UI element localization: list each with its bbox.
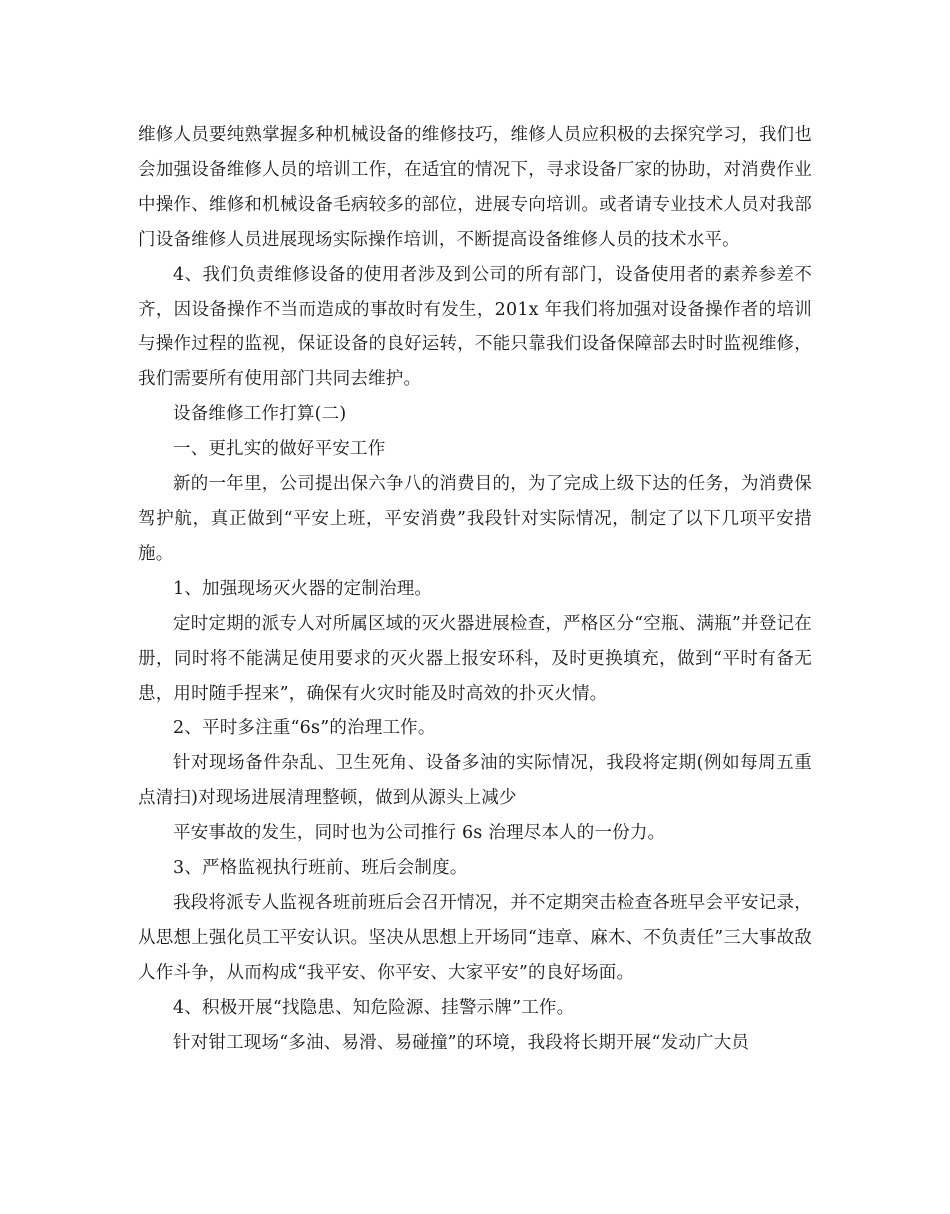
paragraph-2: 4、我们负责维修设备的使用者涉及到公司的所有部门，设备使用者的素养参差不齐，因设备操作不当而造成的事故时有发生，201x 年我们将加强对设备操作者的培训与操作过程的监视，保证设备的良好运转，不能只靠我们设备保障部去时时监视维修，我们需要所有使用部门共同去维护。 (138, 264, 812, 390)
paragraph-1: 维修人员要纯熟掌握多种机械设备的维修技巧，维修人员应积极的去探究学习，我们也会加强设备维修人员的培训工作，在适宜的情况下，寻求设备厂家的协助，对消费作业中操作、维修和机械设备毛病较多的部位，进展专向培训。或者请专业技术人员对我部门设备维修人员进展现场实际操作培训，不断提高设备维修人员的技术水平。 (138, 125, 812, 250)
item-heading-2: 2、平时多注重“6s”的治理工作。 (173, 718, 436, 739)
paragraph-3: 新的一年里，公司提出保六争八的消费目的，为了完成上级下达的任务，为消费保驾护航，真正做到“平安上班，平安消费”我段针对实际情况，制定了以下几项平安措施。 (138, 474, 812, 564)
paragraph-6: 平安事故的发生，同时也为公司推行 6s 治理尽本人的一份力。 (173, 823, 666, 844)
item-heading-4: 4、积极开展“找隐患、知危险源、挂警示牌”工作。 (173, 997, 575, 1018)
paragraph-4: 定时定期的派专人对所属区域的灭火器进展检查，严格区分“空瓶、满瓶”并登记在册，同时将不能满足使用要求的灭火器上报安环科，及时更换填充，做到“平时有备无患，用时随手捏来”，确保有火灾时能及时高效的扑灭火情。 (138, 613, 812, 704)
item-heading-1: 1、加强现场灭火器的定制治理。 (173, 578, 433, 599)
section-heading: 设备维修工作打算(二) (173, 404, 347, 425)
subsection-heading-1: 一、更扎实的做好平安工作 (173, 439, 386, 460)
paragraph-7: 我段将派专人监视各班前班后会召开情况，并不定期突击检查各班早会平安记录，从思想上强化员工平安认识。坚决从思想上开场同“违章、麻木、不负责任”三大事故敌人作斗争，从而构成“我平安、你平安、大家平安”的良好场面。 (138, 892, 812, 983)
item-heading-3: 3、严格监视执行班前、班后会制度。 (173, 858, 468, 879)
paragraph-8: 针对钳工现场“多油、易滑、易碰撞”的环境，我段将长期开展“发动广大员 (173, 1032, 750, 1053)
document-body (138, 118, 812, 1060)
paragraph-5: 针对现场备件杂乱、卫生死角、设备多油的实际情况，我段将定期(例如每周五重点清扫)对现场进展清理整顿，做到从源头上减少 (138, 753, 812, 809)
